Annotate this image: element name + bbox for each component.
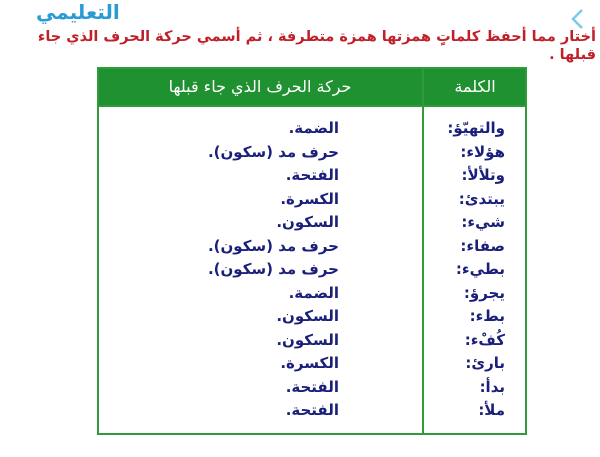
vowel-cell: الفتحة. xyxy=(285,166,339,184)
word-cell: هؤلاء: xyxy=(460,142,505,161)
table-row xyxy=(99,376,525,400)
vowel-cell: الضمة. xyxy=(288,283,339,302)
header-word: الكلمة xyxy=(454,77,496,96)
table-row xyxy=(99,305,525,329)
table-row xyxy=(99,258,525,282)
word-cell: بدأ: xyxy=(479,377,505,396)
answer-table xyxy=(97,67,527,435)
table-row xyxy=(99,282,525,306)
vowel-cell: الفتحة. xyxy=(285,377,339,396)
word-cell: كُفْء: xyxy=(464,330,505,349)
word-cell: ملأ: xyxy=(478,401,505,419)
table-row xyxy=(99,352,525,376)
table-row xyxy=(99,399,525,423)
site-logo: التعليمي xyxy=(36,0,120,24)
vowel-cell: الكسرة. xyxy=(280,189,339,208)
vowel-cell: حرف مد (سكون). xyxy=(207,260,339,278)
word-cell: والتهيّؤ: xyxy=(447,119,505,137)
vowel-cell: السكون. xyxy=(276,307,339,325)
word-cell: وتلألأ: xyxy=(461,166,505,184)
table-row xyxy=(99,329,525,353)
header-preceding-vowel: حركة الحرف الذي جاء قبلها xyxy=(168,77,352,96)
table-row xyxy=(99,164,525,188)
vowel-cell: الكسرة. xyxy=(280,354,339,372)
vowel-cell: الفتحة. xyxy=(285,401,339,419)
table-row xyxy=(99,117,525,141)
table-row xyxy=(99,235,525,259)
table-header xyxy=(99,69,525,107)
exercise-instruction: أختار مما أحفظ كلماتٍ همزتها همزة متطرفة ، ثم أسمي حركة الحرف الذي جاء قبلها . xyxy=(37,29,596,63)
vowel-cell: حرف مد (سكون). xyxy=(207,142,339,161)
word-cell: صفاء: xyxy=(460,236,505,255)
table-body xyxy=(99,117,525,423)
vowel-cell: السكون. xyxy=(276,213,339,231)
word-cell: يجرؤ: xyxy=(463,283,505,302)
table-row xyxy=(99,211,525,235)
vowel-cell: الضمة. xyxy=(288,119,339,137)
word-cell: بطء: xyxy=(469,307,505,325)
vowel-cell: السكون. xyxy=(276,330,339,349)
vowel-cell: حرف مد (سكون). xyxy=(207,236,339,255)
word-cell: بطيء: xyxy=(455,260,505,278)
table-row xyxy=(99,141,525,165)
table-row xyxy=(99,188,525,212)
word-cell: يبتدئ: xyxy=(458,189,505,208)
word-cell: شيء: xyxy=(461,213,505,231)
word-cell: بارئ: xyxy=(465,354,505,372)
